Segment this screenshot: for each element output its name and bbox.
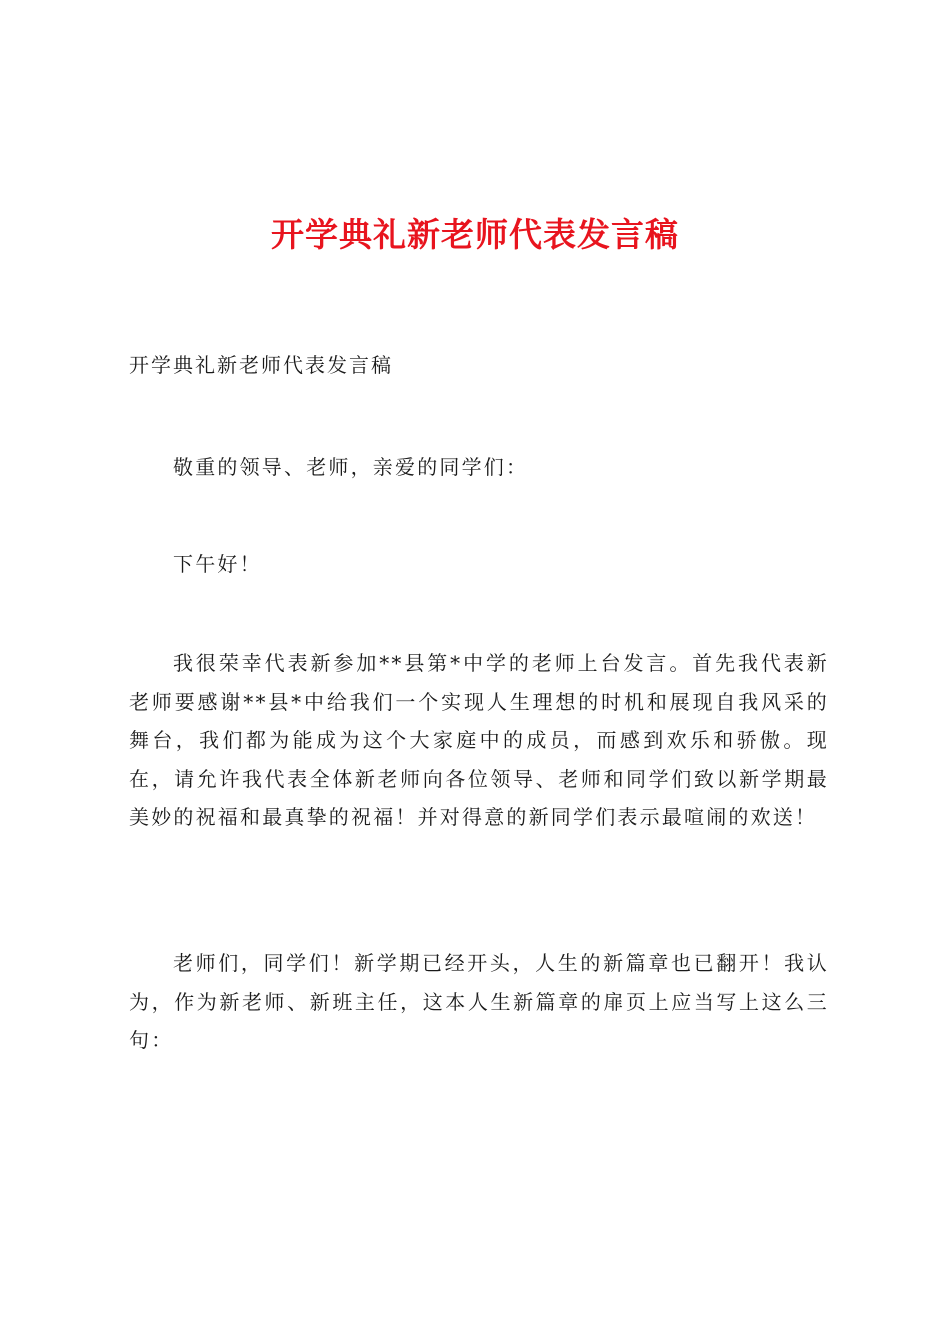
document-subtitle: 开学典礼新老师代表发言稿 — [129, 353, 393, 377]
paragraph-greeting: 敬重的领导、老师，亲爱的同学们： — [173, 455, 529, 479]
paragraph-thanks: 我很荣幸代表新参加**县第*中学的老师上台发言。首先我代表新老师要感谢**县*中给我们一个实现人生理想的时机和展现自我风采的舞台，我们都为能成为这个大家庭中的成员，而感到欢乐和骄傲。现在，请允许我代表全体新老师向各位领导、老师和同学们致以新学期最美妙的祝福和最真挚的祝福！并对得意的新同学们表示最喧闹的欢送！ — [129, 651, 829, 829]
paragraph-good-afternoon: 下午好！ — [173, 552, 262, 576]
paragraph-new-chapter: 老师们，同学们！新学期已经开头，人生的新篇章也已翻开！我认为，作为新老师、新班主任，这本人生新篇章的扉页上应当写上这么三句： — [129, 951, 829, 1052]
document-title: 开学典礼新老师代表发言稿 — [271, 215, 679, 254]
